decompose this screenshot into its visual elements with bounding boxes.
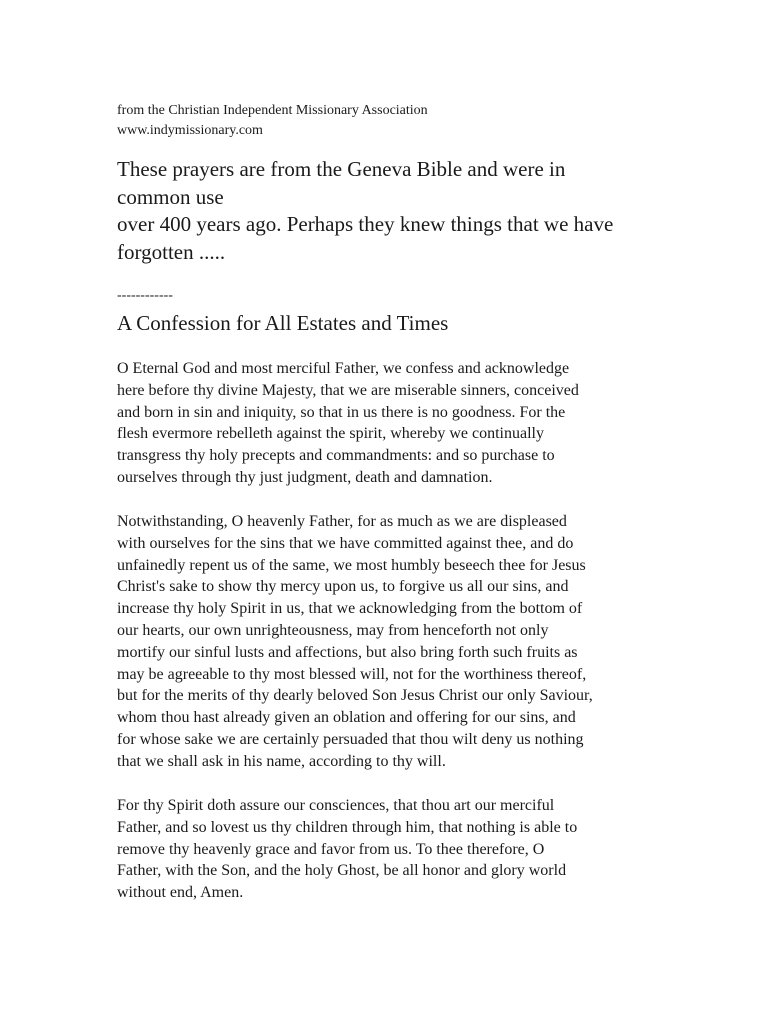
paragraph-line: mortify our sinful lusts and affections, but also bring forth such fruits as — [117, 643, 578, 661]
intro-line: These prayers are from the Geneva Bible and were in — [117, 157, 566, 181]
source-organization: from the Christian Independent Missionary Association — [117, 103, 428, 118]
source-website: www.indymissionary.com — [117, 123, 263, 138]
paragraph-line: unfainedly repent us of the same, we most humbly beseech thee for Jesus — [117, 556, 586, 574]
paragraph-line: transgress thy holy precepts and commandments: and so purchase to — [117, 447, 555, 465]
paragraph-line: flesh evermore rebelleth against the spirit, whereby we continually — [117, 425, 544, 443]
paragraph-petition — [117, 511, 593, 773]
paragraph-line: our hearts, our own unrighteousness, may from henceforth not only — [117, 621, 549, 639]
paragraph-line: remove thy heavenly grace and favor from us. To thee therefore, O — [117, 840, 545, 858]
section-heading: A Confession for All Estates and Times — [117, 311, 449, 335]
intro-line: over 400 years ago. Perhaps they knew things that we have — [117, 212, 614, 236]
section-separator: ------------ — [117, 288, 173, 303]
paragraph-line: whom thou hast already given an oblation and offering for our sins, and — [117, 709, 576, 727]
intro-text — [117, 156, 613, 266]
intro-line: forgotten ..... — [117, 239, 226, 264]
paragraph-line: increase thy holy Spirit in us, that we acknowledging from the bottom of — [117, 600, 583, 618]
paragraph-line: with ourselves for the sins that we have committed against thee, and do — [117, 534, 574, 552]
paragraph-line: without end, Amen. — [117, 884, 244, 902]
paragraph-line: may be agreeable to thy most blessed will, not for the worthiness thereof, — [117, 665, 587, 683]
paragraph-line: Notwithstanding, O heavenly Father, for as much as we are displeased — [117, 513, 567, 530]
intro-line: common use — [117, 184, 224, 209]
paragraph-line: here before thy divine Majesty, that we are miserable sinners, conceived — [117, 381, 579, 399]
paragraph-line: Father, with the Son, and the holy Ghost, be all honor and glory world — [117, 862, 567, 880]
source-attribution — [117, 101, 428, 141]
paragraph-line: for whose sake we are certainly persuaded that thou wilt deny us nothing — [117, 730, 584, 748]
paragraph-line: but for the merits of thy dearly beloved Son Jesus Christ our only Saviour, — [117, 687, 593, 705]
paragraph-line: Christ's sake to show thy mercy upon us, to forgive us all our sins, and — [117, 578, 569, 596]
paragraph-line: ourselves through thy just judgment, death and damnation. — [117, 468, 493, 486]
paragraph-doxology — [117, 795, 577, 904]
paragraph-line: Father, and so lovest us thy children through him, that nothing is able to — [117, 818, 578, 836]
paragraph-confession — [117, 358, 579, 489]
paragraph-line: that we shall ask in his name, according to thy will. — [117, 752, 446, 770]
paragraph-line: For thy Spirit doth assure our consciences, that thou art our merciful — [117, 797, 555, 814]
paragraph-line: and born in sin and iniquity, so that in us there is no goodness. For the — [117, 403, 566, 421]
paragraph-line: O Eternal God and most merciful Father, we confess and acknowledge — [117, 360, 570, 377]
